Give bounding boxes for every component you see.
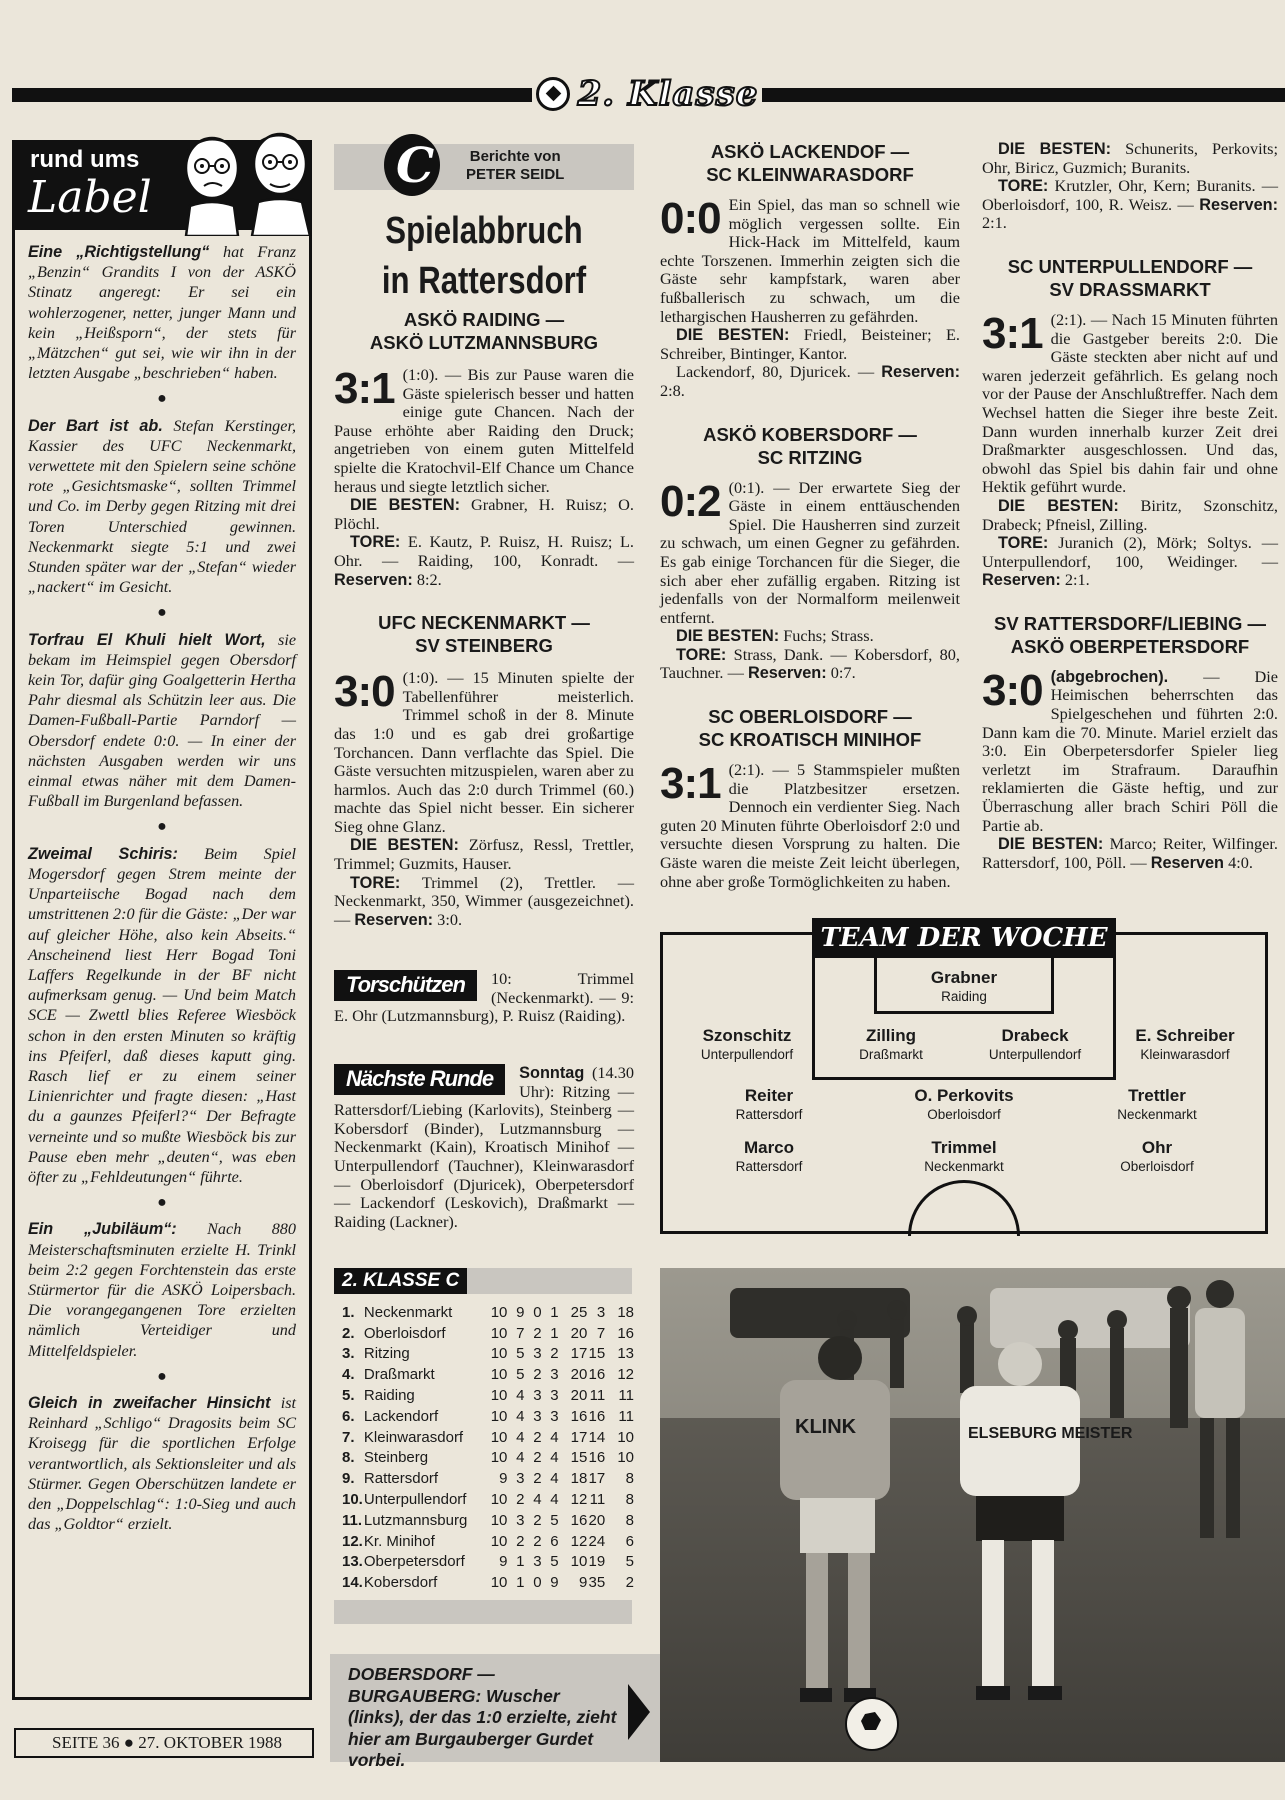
table-row [342, 1323, 634, 1344]
table-cell: 8. [342, 1449, 355, 1467]
table-cell: 3 [550, 1387, 559, 1405]
table-cell: 18 [617, 1303, 634, 1321]
team-player: E. Schreiber Kleinwarasdorf [1135, 1026, 1235, 1062]
table-cell: 2 [533, 1428, 542, 1446]
table-cell: 20 [570, 1387, 588, 1405]
table-row [342, 1364, 634, 1385]
table-cell: 10 [490, 1532, 508, 1550]
table-cell: 10 [490, 1449, 508, 1467]
table-cell: 11 [589, 1491, 606, 1509]
table-team-name: Lackendorf [363, 1407, 439, 1425]
table-cell: 14. [342, 1574, 363, 1592]
table-cell: 17 [588, 1470, 606, 1488]
top-scorers-tag: Torschützen [334, 970, 477, 1001]
table-cell: 35 [588, 1574, 606, 1592]
caption-arrow-icon [628, 1684, 650, 1740]
table-cell: 2 [533, 1470, 542, 1488]
sidebar-paragraph: Gleich in zweifacher Hinsicht ist Reinhard „Schligo“ Dragosits beim SC Kroisegg für die sportlichen Erfolge verantwortlich, als Sektionsleiter und als Stürmer. Gegen Oberschützen landete er den „Doppelschlag“: 1:0-Sieg und auch das „Goldtor“ erzielt. [28, 1393, 296, 1534]
table-cell: 11 [618, 1407, 634, 1425]
team-player: Ohr Oberloisdorf [1120, 1138, 1194, 1174]
table-cell: 1. [342, 1303, 355, 1321]
table-cell: 4 [550, 1449, 559, 1467]
match-report-raiding: ASKÖ RAIDING — ASKÖ LUTZMANNSBURG 3:1 (1:0). — Bis zur Pause waren die Gäste spielerisch besser und hatten einige gute Chancen. Nach der Pause erhöhte aber Raiding den Druck; angetrieben von einem guten Mittelfeld spielte die Kratochvil-Elf Chance um Chance heraus und siegte letztlich sicher. DIE BESTEN: Grabner, H. Ruisz; O. Plöchl. TORE: E. Kautz, P. Ruisz, H. Ruisz; L. Ohr. — Raiding, 100, Konradt. — Reserven: 8:2. [334, 309, 634, 589]
table-cell: 0 [533, 1303, 542, 1321]
table-cell: 20 [588, 1511, 606, 1529]
bullet-separator: ● [157, 818, 167, 836]
table-cell: 16 [588, 1366, 606, 1384]
sidebar-paragraph: Zweimal Schiris: Beim Spiel Mogersdorf gegen Strem meinte der Unparteiische Bogad nach dem umstrittenen 2:0 für die Gäste: „Der war auf gleicher Höhe, also kein Abseits.“ Anscheinend liest Herr Bogad Toni Laffers Regelkunde in der BF nicht aufmerksam genug. — Und beim Match SCE — Zwettl blies Referee Wiesböck schon in den ersten Minuten so kräftig ins Pfeiferl, daß dieses kaputt ging. Rasch lief er zu einem seiner Linienrichter und fragte diesen: „Hast du a gaunzes Pfeiferl?“ Der Befragte verneinte und so mußte Wiesböck bis zur Pause eben mehr „deuten“, was eben öfter zu „Fehldeutungen“ führte. [28, 844, 296, 1186]
table-cell: 4 [550, 1491, 559, 1509]
cartoon-faces-illustration [170, 126, 320, 236]
table-cell: 4 [516, 1387, 525, 1405]
table-cell: 9 [516, 1303, 525, 1321]
table-cell: 10 [490, 1366, 508, 1384]
match-score: 3:1 [660, 759, 721, 809]
table-cell: 0 [533, 1574, 542, 1592]
table-row [342, 1448, 634, 1469]
table-team-name: Steinberg [363, 1449, 429, 1467]
table-cell: 2 [516, 1532, 525, 1550]
team-player: Trettler Neckenmarkt [1117, 1086, 1197, 1122]
league-table-title: 2. KLASSE C [334, 1268, 467, 1294]
bullet-separator: ● [157, 390, 167, 408]
table-cell: 11. [342, 1511, 363, 1529]
table-cell: 10 [570, 1553, 588, 1571]
match-report-oberloisdorf: SC OBERLOISDORF — SC KROATISCH MINIHOF 3:1 (2:1). — 5 Stammspieler mußten die Platzbesitzer ersetzen. Dennoch ein verdienter Sieg. Nach guten 20 Minuten führte Oberloisdorf 2:0 und versuchte diesen Vorsprung zu halten. Die Gäste waren die meiste Zeit leicht überlegen, ohne aber große Tormöglichkeiten zu haben. [660, 706, 960, 891]
table-cell: 1 [516, 1553, 525, 1571]
table-row [342, 1406, 634, 1427]
table-cell: 5 [550, 1553, 559, 1571]
match-score: 3:1 [334, 364, 395, 413]
match-report-neckenmarkt: UFC NECKENMARKT — SV STEINBERG 3:0 (1:0). — 15 Minuten spielte der Tabellenführer meisterlich. Trimmel schoß in der 8. Minute das 1:0 und es gab drei großartige Torchancen. Dann verflachte das Spiel. Die Gäste versuchten mitzuspielen, waren aber zu harmlos. Auch das 2:0 durch Trimmel (60.) machte das Spiel nicht besser. Ein sicherer Sieg ohne Glanz. DIE BESTEN: Zörfusz, Ressl, Trettler, Trimmel; Guzmits, Hauser. TORE: Trimmel (2), Trettler. — Neckenmarkt, 350, Wimmer (ausgezeichnet). — Reserven: 3:0. [334, 612, 634, 929]
byline: Berichte von PETER SEIDL [466, 148, 565, 183]
table-row [342, 1552, 634, 1573]
table-team-name: Kr. Minihof [363, 1532, 435, 1550]
table-cell: 8 [625, 1470, 634, 1488]
column-logo-top: rund ums [30, 146, 140, 173]
table-cell: 4 [533, 1491, 542, 1509]
table-cell: 16 [570, 1511, 588, 1529]
match-report-unterpullendorf: SC UNTERPULLENDORF — SV DRASSMARKT 3:1 (2:1). — Nach 15 Minuten führten die Gastgeber bereits 2:0. Die Gäste steckten aber nicht auf und waren jederzeit gefährlich. Es gelang noch vor der Pause der Anschlußtreffer. Nach dem Wechsel hatten die Sieger ihre beste Zeit. Dann wurden innerhalb kurzer Zeit drei Draßmarkter ausgeschlossen. Und das, obwohl das Spiel bis dahin fair und ohne Hektik geführt wurde. DIE BESTEN: Biritz, Szonschitz, Drabeck; Pfneisl, Zilling. TORE: Juranich (2), Mörk; Soltys. — Unterpullendorf, 100, Weidinger. — Reserven: 2:1. [982, 255, 1278, 590]
table-cell: 2 [533, 1324, 542, 1342]
match-score: 3:0 [334, 667, 395, 717]
table-team-name: Neckenmarkt [363, 1303, 453, 1321]
table-team-name: Raiding [363, 1387, 415, 1405]
table-cell: 10 [490, 1407, 508, 1425]
table-cell: 2 [625, 1574, 634, 1592]
match-report-lackendorf: ASKÖ LACKENDOF — SC KLEINWARASDORF 0:0 Ein Spiel, das man so schnell wie möglich vergessen sollte. Ein Hick-Hack im Mittelfeld, kaum echte Torszenen. Immerhin zeigten sich die Gäste sehr kampfstark, waren aber fußballerisch zu schwach, um die lethargischen Hausherren zu gefährden. DIE BESTEN: Friedl, Beisteiner; E. Schreiber, Bintinger, Kantor. Lackendorf, 80, Djuricek. — Reserven: 2:8. [660, 141, 960, 400]
table-cell: 10 [617, 1428, 634, 1446]
match-score: 3:0 [982, 665, 1043, 715]
match-report-rattersdorf: SV RATTERSDORF/LIEBING — ASKÖ OBERPETERSDORF 3:0 (abgebrochen). — Die Heimischen beherrschten das Spielgeschehen und führten 2:0. Dann kam die 70. Minute. Mariel erzielt das 3:0. Ein Oberpetersdorfer Spieler lieg verletzt im Strafraum. Daraufhin reklamierten die Gäste heftig, und zur Überraschung aller brach Schiri Pöll die Partie ab. DIE BESTEN: Marco; Reiter, Wilfinger. Rattersdorf, 100, Pöll. — Reserven 4:0. [982, 612, 1278, 872]
match-photo-illustration [660, 1268, 1285, 1762]
table-cell: 2 [533, 1532, 542, 1550]
team-of-the-week-title: TEAM DER WOCHE [812, 918, 1116, 958]
table-cell: 10 [490, 1387, 508, 1405]
table-cell: 7 [596, 1324, 606, 1342]
table-cell: 5 [550, 1511, 559, 1529]
sidebar-paragraph: Torfrau El Khuli hielt Wort, sie bekam im Heimspiel gegen Obersdorf kein Tor, dafür ging Goalgetterin Hertha Pahr diesmal als Schützin leer aus. Die Damen-Fußball-Partie Parndorf — Obersdorf endete 0:0. — In einer der nächsten Ausgaben werden wir uns einmal etwas näher mit dem Damen-Fußball im Burgenland befassen. [28, 630, 297, 811]
svg-text:KLINK: KLINK [795, 1416, 857, 1438]
table-cell: 10 [490, 1428, 508, 1446]
match-report-oberloisdorf-continued: DIE BESTEN: Schunerits, Perkovits; Ohr, Biricz, Guzmich; Buranits. TORE: Krutzler, Ohr, Kern; Buranits. — Oberloisdorf, 100, R. Weisz. — Reserven: 2:1. [982, 139, 1278, 233]
table-cell: 11 [618, 1387, 634, 1405]
table-cell: 18 [570, 1470, 588, 1488]
table-cell: 13. [342, 1553, 363, 1571]
table-cell: 14 [588, 1428, 606, 1446]
report-column-2 [334, 308, 634, 929]
table-cell: 4 [550, 1428, 559, 1446]
table-team-name: Oberloisdorf [363, 1324, 446, 1342]
team-player: Szonschitz Unterpullendorf [700, 1026, 794, 1062]
table-cell: 10 [490, 1511, 508, 1529]
table-cell: 5 [625, 1553, 634, 1571]
table-cell: 4 [516, 1407, 525, 1425]
table-cell: 16 [570, 1407, 588, 1425]
table-cell: 9 [550, 1574, 559, 1592]
table-cell: 13 [617, 1345, 634, 1363]
table-cell: 2. [342, 1324, 355, 1342]
table-cell: 3 [533, 1345, 542, 1363]
report-column-4 [982, 140, 1278, 872]
table-cell: 16 [588, 1449, 606, 1467]
table-cell: 6 [625, 1532, 634, 1550]
table-row [342, 1302, 634, 1323]
bullet-separator: ● [157, 1194, 167, 1212]
table-team-name: Kleinwarasdorf [363, 1428, 464, 1446]
section-title: 2. Klasse [577, 74, 759, 114]
table-cell: 24 [588, 1532, 606, 1550]
table-team-name: Ritzing [363, 1345, 410, 1363]
table-row [342, 1531, 634, 1552]
table-team-name: Unterpullendorf [363, 1491, 467, 1509]
table-row [342, 1385, 634, 1406]
report-column-3 [660, 140, 960, 891]
table-cell: 2 [533, 1366, 542, 1384]
table-cell: 17 [570, 1428, 588, 1446]
table-cell: 4 [550, 1470, 559, 1488]
sidebar-text [28, 242, 296, 1534]
table-cell: 3 [533, 1553, 542, 1571]
table-cell: 12. [342, 1532, 363, 1550]
team-player: Reiter Rattersdorf [735, 1086, 803, 1122]
table-cell: 8 [625, 1511, 634, 1529]
team-player: Zilling Draßmarkt [859, 1026, 923, 1062]
football-icon [536, 77, 570, 111]
table-cell: 5 [516, 1366, 525, 1384]
table-team-name: Draßmarkt [363, 1366, 435, 1384]
team-player: Grabner Raiding [930, 968, 998, 1004]
table-cell: 11 [589, 1387, 606, 1405]
sidebar-paragraph: Ein „Jubiläum“: Nach 880 Meisterschaftsminuten erzielte H. Trinkl beim 2:2 gegen Forchtenstein das erste Stürmertor für die ASKÖ Loipersbach. Die vorangegangenen Tore erzielten nämlich Verteidiger und Mittelfeldspieler. [28, 1220, 296, 1360]
next-round: Nächste Runde Sonntag (14.30 Uhr): Ritzing — Rattersdorf/Liebing (Karlovits), Steinberg — Kobersdorf (Binder), Lutzmannsburg — Neckenmarkt (Kain), Kroatisch Minihof — Unterpullendorf (Tauchner), Kleinwarasdorf — Oberloisdorf (Djuricek), Oberpetersdorf — Lackendorf (Leskovich), Draßmarkt — Raiding (Lackner). [334, 1063, 634, 1231]
table-cell: 6 [550, 1532, 559, 1550]
table-cell: 7. [342, 1428, 355, 1446]
table-cell: 1 [516, 1574, 525, 1592]
table-cell: 2 [516, 1491, 525, 1509]
table-cell: 7 [516, 1324, 525, 1342]
football [846, 1698, 898, 1750]
league-table [342, 1302, 634, 1593]
team-player: Trimmel Neckenmarkt [924, 1138, 1004, 1174]
match-score: 0:0 [660, 194, 721, 243]
table-cell: 15 [570, 1449, 588, 1467]
table-cell: 15 [588, 1345, 606, 1363]
table-row [342, 1468, 634, 1489]
table-cell: 20 [570, 1324, 588, 1342]
table-cell: 3 [516, 1470, 525, 1488]
table-cell: 10 [490, 1574, 508, 1592]
bullet-separator: ● [157, 1367, 167, 1385]
section-header [532, 74, 762, 114]
table-row [342, 1489, 634, 1510]
league-table-footer [334, 1600, 632, 1624]
table-cell: 20 [570, 1366, 588, 1384]
table-cell: 4 [516, 1449, 525, 1467]
table-cell: 5 [516, 1345, 525, 1363]
table-cell: 9 [499, 1553, 508, 1571]
table-team-name: Lutzmannsburg [363, 1511, 468, 1529]
table-team-name: Kobersdorf [363, 1574, 438, 1592]
table-cell: 3 [533, 1387, 542, 1405]
table-cell: 10. [342, 1491, 363, 1509]
table-cell: 17 [570, 1345, 588, 1363]
table-cell: 12 [617, 1366, 634, 1384]
top-scorers: Torschützen 10: Trimmel (Neckenmarkt). — 9: E. Ohr (Lutzmannsburg), P. Ruisz (Raiding). [334, 969, 634, 1026]
table-cell: 12 [570, 1491, 588, 1509]
page-footer: SEITE 36 ● 27. OKTOBER 1988 [14, 1728, 314, 1758]
table-cell: 3 [533, 1407, 542, 1425]
match-score: 3:1 [982, 308, 1043, 358]
table-cell: 3 [596, 1303, 606, 1321]
team-player: Drabeck Unterpullendorf [988, 1026, 1082, 1062]
table-cell: 12 [570, 1532, 588, 1550]
match-report-kobersdorf: ASKÖ KOBERSDORF — SC RITZING 0:2 (0:1). — Der erwartete Sieg der Gäste in einem enttäuschenden Spiel. Die Hausherren sind zurzeit zu schwach, um einen Gegner zu gefährden. Es gab einige Torchancen für die Sieger, die sich aber eher zufällig ergaben. Ritzing ist jedenfalls von der Normalform meilenweit entfernt. DIE BESTEN: Fuchs; Strass. TORE: Strass, Dank. — Kobersdorf, 80, Tauchner. — Reserven: 0:7. [660, 423, 960, 683]
bullet-separator: ● [157, 604, 167, 622]
sidebar-paragraph: Der Bart ist ab. Stefan Kerstinger, Kassier des UFC Neckenmarkt, verwettete mit den Spielern seine schöne rote „Gesichtsmaske“, sollten Trimmel und Co. im Derby gegen Ritzing mit drei Toren Unterschied gewinnen. Neckenmarkt siegte 5:1 und zwei Stunden später war der „Stefan“ wieder „nackert“ im Gesicht. [28, 416, 296, 597]
table-cell: 3 [550, 1366, 559, 1384]
sidebar-paragraph: Eine „Richtigstellung“ hat Franz „Benzin“ Grandits I von der ASKÖ Stinatz angeregt: Er sei ein wohlerzogener, netter, junger Mann und kein „Heißsporn“, der stets für „Mätzchen“ gut sei, wie wir ihn in der letzten Ausgabe „beschrieben“ haben. [28, 243, 296, 383]
table-team-name: Rattersdorf [363, 1470, 439, 1488]
table-cell: 8 [625, 1491, 634, 1509]
table-cell: 10 [490, 1491, 508, 1509]
table-cell: 4 [516, 1428, 525, 1446]
table-row [342, 1510, 634, 1531]
table-cell: 3. [342, 1345, 355, 1363]
table-cell: 3 [516, 1511, 525, 1529]
table-cell: 3 [550, 1407, 559, 1425]
column-logo-label: Label [28, 172, 152, 223]
team-player: Marco Rattersdorf [735, 1138, 803, 1174]
table-cell: 2 [533, 1449, 542, 1467]
table-cell: 2 [550, 1345, 559, 1363]
table-cell: 1 [550, 1303, 559, 1321]
match-score: 0:2 [660, 476, 721, 526]
team-player: O. Perkovits Oberloisdorf [914, 1086, 1014, 1122]
table-row [342, 1572, 634, 1593]
table-cell: 10 [490, 1345, 508, 1363]
table-cell: 10 [617, 1449, 634, 1467]
table-cell: 1 [550, 1324, 559, 1342]
c-section-logo [384, 134, 440, 196]
photo-caption: DOBERSDORF — BURGAUBERG: Wuscher (links), der das 1:0 erzielte, zieht hier am Burgauberger Gurdet vorbei. [348, 1664, 617, 1770]
table-cell: 9 [499, 1470, 508, 1488]
table-cell: 4. [342, 1366, 355, 1384]
table-cell: 16 [588, 1407, 606, 1425]
table-cell: 5. [342, 1387, 355, 1405]
match-photo [660, 1268, 1285, 1762]
table-cell: 2 [533, 1511, 542, 1529]
svg-text:ELSEBURG MEISTER: ELSEBURG MEISTER [968, 1425, 1133, 1442]
table-cell: 19 [588, 1553, 606, 1571]
table-row [342, 1344, 634, 1365]
table-row [342, 1427, 634, 1448]
table-cell: 10 [490, 1303, 508, 1321]
table-cell: 6. [342, 1407, 355, 1425]
next-round-tag: Nächste Runde [334, 1064, 505, 1095]
table-cell: 9. [342, 1470, 355, 1488]
table-cell: 16 [617, 1324, 634, 1342]
table-cell: 9 [579, 1574, 588, 1592]
table-team-name: Oberpetersdorf [363, 1553, 465, 1571]
table-cell: 25 [570, 1303, 588, 1321]
table-cell: 10 [490, 1324, 508, 1342]
page-headline: Spielabbruch in Rattersdorf [381, 210, 587, 302]
